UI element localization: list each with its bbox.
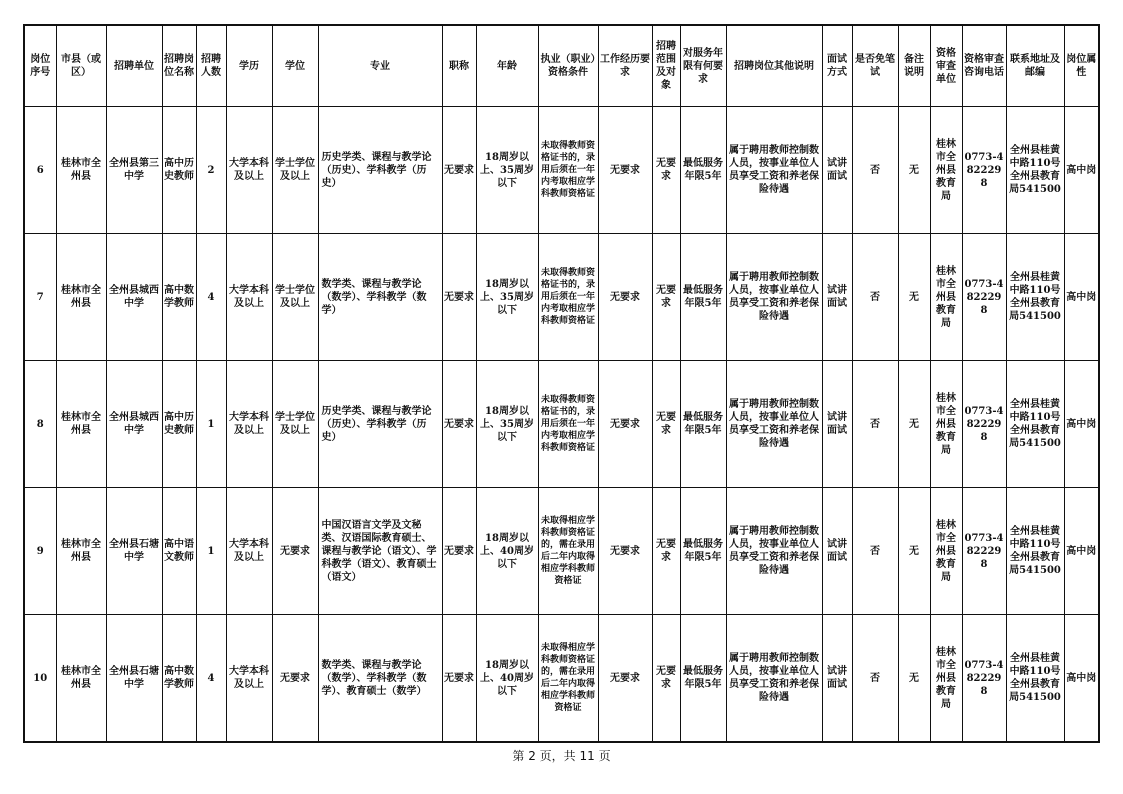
cell-written-exam-exempt: 否	[852, 107, 898, 234]
cell-headcount: 2	[196, 107, 226, 234]
column-header: 专业	[318, 25, 442, 107]
column-header: 学位	[272, 25, 318, 107]
cell-position-name: 高中历史教师	[162, 361, 196, 488]
cell-service-years: 最低服务年限5年	[680, 488, 726, 615]
cell-qualification: 未取得教师资格证书的，录用后须在一年内考取相应学科教师资格证	[538, 107, 598, 234]
cell-position-no: 10	[24, 615, 56, 743]
cell-headcount: 4	[196, 615, 226, 743]
cell-review-phone: 0773-4822298	[962, 488, 1006, 615]
cell-major: 历史学类、课程与教学论（历史）、学科教学（历史）	[318, 361, 442, 488]
cell-other-notes: 属于聘用教师控制数人员，按事业单位人员享受工资和养老保险待遇	[726, 488, 822, 615]
cell-contact-address: 全州县桂黄中路110号全州县教育局541500	[1006, 488, 1064, 615]
column-header: 市县（或区）	[56, 25, 106, 107]
cell-review-phone: 0773-4822298	[962, 615, 1006, 743]
cell-title: 无要求	[442, 361, 476, 488]
cell-remarks: 无	[898, 361, 930, 488]
cell-employer: 全州县石塘中学	[106, 488, 162, 615]
cell-review-unit: 桂林市全州县教育局	[930, 107, 962, 234]
cell-interview-method: 试讲面试	[822, 107, 852, 234]
cell-service-years: 最低服务年限5年	[680, 234, 726, 361]
cell-work-experience: 无要求	[598, 107, 652, 234]
cell-title: 无要求	[442, 615, 476, 743]
cell-degree: 无要求	[272, 615, 318, 743]
cell-city-county: 桂林市全州县	[56, 488, 106, 615]
cell-interview-method: 试讲面试	[822, 615, 852, 743]
cell-position-no: 9	[24, 488, 56, 615]
cell-employer: 全州县城西中学	[106, 361, 162, 488]
column-header: 联系地址及邮编	[1006, 25, 1064, 107]
cell-city-county: 桂林市全州县	[56, 615, 106, 743]
header-row	[24, 25, 1099, 107]
cell-review-unit: 桂林市全州县教育局	[930, 234, 962, 361]
cell-written-exam-exempt: 否	[852, 615, 898, 743]
table-row	[24, 615, 1099, 743]
cell-education: 大学本科及以上	[226, 615, 272, 743]
column-header: 资格审查单位	[930, 25, 962, 107]
cell-headcount: 1	[196, 361, 226, 488]
cell-work-experience: 无要求	[598, 234, 652, 361]
cell-review-unit: 桂林市全州县教育局	[930, 488, 962, 615]
column-header: 资格审查咨询电话	[962, 25, 1006, 107]
cell-work-experience: 无要求	[598, 488, 652, 615]
cell-work-experience: 无要求	[598, 361, 652, 488]
cell-interview-method: 试讲面试	[822, 234, 852, 361]
column-header: 岗位序号	[24, 25, 56, 107]
cell-qualification: 未取得相应学科教师资格证的，需在录用后二年内取得相应学科教师资格证	[538, 615, 598, 743]
cell-title: 无要求	[442, 488, 476, 615]
cell-major: 历史学类、课程与教学论（历史）、学科教学（历史）	[318, 107, 442, 234]
cell-qualification: 未取得教师资格证书的，录用后须在一年内考取相应学科教师资格证	[538, 234, 598, 361]
cell-work-experience: 无要求	[598, 615, 652, 743]
column-header: 执业（职业）资格条件	[538, 25, 598, 107]
cell-remarks: 无	[898, 488, 930, 615]
column-header: 学历	[226, 25, 272, 107]
cell-position-type: 高中岗	[1064, 234, 1099, 361]
cell-major: 数学类、课程与教学论（数学）、学科教学（数学）	[318, 234, 442, 361]
table-row	[24, 361, 1099, 488]
cell-education: 大学本科及以上	[226, 488, 272, 615]
cell-position-type: 高中岗	[1064, 488, 1099, 615]
column-header: 是否免笔试	[852, 25, 898, 107]
cell-other-notes: 属于聘用教师控制数人员，按事业单位人员享受工资和养老保险待遇	[726, 615, 822, 743]
cell-headcount: 4	[196, 234, 226, 361]
cell-education: 大学本科及以上	[226, 107, 272, 234]
cell-position-type: 高中岗	[1064, 107, 1099, 234]
column-header: 招聘单位	[106, 25, 162, 107]
cell-major: 中国汉语言文学及文秘类、汉语国际教育硕士、课程与教学论（语文）、学科教学（语文）、教育硕士（语文）	[318, 488, 442, 615]
cell-position-no: 7	[24, 234, 56, 361]
table-row	[24, 488, 1099, 615]
cell-contact-address: 全州县桂黄中路110号全州县教育局541500	[1006, 361, 1064, 488]
cell-review-phone: 0773-4822298	[962, 107, 1006, 234]
cell-scope: 无要求	[652, 615, 680, 743]
cell-degree: 无要求	[272, 488, 318, 615]
cell-interview-method: 试讲面试	[822, 361, 852, 488]
cell-position-name: 高中历史教师	[162, 107, 196, 234]
cell-scope: 无要求	[652, 234, 680, 361]
cell-service-years: 最低服务年限5年	[680, 361, 726, 488]
cell-scope: 无要求	[652, 107, 680, 234]
column-header: 招聘范围及对象	[652, 25, 680, 107]
cell-position-name: 高中语文教师	[162, 488, 196, 615]
cell-age: 18周岁以上、40周岁以下	[476, 488, 538, 615]
cell-written-exam-exempt: 否	[852, 488, 898, 615]
cell-major: 数学类、课程与教学论（数学）、学科教学（数学）、教育硕士（数学）	[318, 615, 442, 743]
cell-position-no: 6	[24, 107, 56, 234]
table-row	[24, 107, 1099, 234]
cell-position-type: 高中岗	[1064, 361, 1099, 488]
cell-age: 18周岁以上、35周岁以下	[476, 361, 538, 488]
cell-remarks: 无	[898, 107, 930, 234]
cell-contact-address: 全州县桂黄中路110号全州县教育局541500	[1006, 107, 1064, 234]
cell-city-county: 桂林市全州县	[56, 361, 106, 488]
cell-review-unit: 桂林市全州县教育局	[930, 361, 962, 488]
cell-degree: 学士学位及以上	[272, 234, 318, 361]
cell-city-county: 桂林市全州县	[56, 107, 106, 234]
cell-qualification: 未取得相应学科教师资格证的，需在录用后二年内取得相应学科教师资格证	[538, 488, 598, 615]
cell-review-phone: 0773-4822298	[962, 234, 1006, 361]
cell-headcount: 1	[196, 488, 226, 615]
cell-scope: 无要求	[652, 488, 680, 615]
cell-remarks: 无	[898, 615, 930, 743]
recruitment-table	[23, 24, 1100, 743]
cell-city-county: 桂林市全州县	[56, 234, 106, 361]
cell-service-years: 最低服务年限5年	[680, 615, 726, 743]
cell-employer: 全州县第三中学	[106, 107, 162, 234]
cell-review-phone: 0773-4822298	[962, 361, 1006, 488]
column-header: 招聘岗位其他说明	[726, 25, 822, 107]
column-header: 工作经历要求	[598, 25, 652, 107]
column-header: 招聘人数	[196, 25, 226, 107]
column-header: 岗位属性	[1064, 25, 1099, 107]
cell-written-exam-exempt: 否	[852, 361, 898, 488]
cell-contact-address: 全州县桂黄中路110号全州县教育局541500	[1006, 234, 1064, 361]
column-header: 职称	[442, 25, 476, 107]
cell-position-no: 8	[24, 361, 56, 488]
cell-age: 18周岁以上、35周岁以下	[476, 107, 538, 234]
cell-title: 无要求	[442, 107, 476, 234]
cell-other-notes: 属于聘用教师控制数人员，按事业单位人员享受工资和养老保险待遇	[726, 361, 822, 488]
cell-service-years: 最低服务年限5年	[680, 107, 726, 234]
cell-position-name: 高中数学教师	[162, 234, 196, 361]
cell-position-name: 高中数学教师	[162, 615, 196, 743]
cell-title: 无要求	[442, 234, 476, 361]
cell-other-notes: 属于聘用教师控制数人员，按事业单位人员享受工资和养老保险待遇	[726, 234, 822, 361]
cell-employer: 全州县城西中学	[106, 234, 162, 361]
cell-age: 18周岁以上、40周岁以下	[476, 615, 538, 743]
column-header: 备注说明	[898, 25, 930, 107]
cell-review-unit: 桂林市全州县教育局	[930, 615, 962, 743]
cell-written-exam-exempt: 否	[852, 234, 898, 361]
cell-education: 大学本科及以上	[226, 234, 272, 361]
column-header: 年龄	[476, 25, 538, 107]
cell-degree: 学士学位及以上	[272, 107, 318, 234]
column-header: 面试方式	[822, 25, 852, 107]
column-header: 招聘岗位名称	[162, 25, 196, 107]
cell-remarks: 无	[898, 234, 930, 361]
cell-contact-address: 全州县桂黄中路110号全州县教育局541500	[1006, 615, 1064, 743]
table-header	[24, 25, 1099, 107]
cell-other-notes: 属于聘用教师控制数人员，按事业单位人员享受工资和养老保险待遇	[726, 107, 822, 234]
table-row	[24, 234, 1099, 361]
page-number: 第 2 页，共 11 页	[512, 749, 611, 763]
cell-degree: 学士学位及以上	[272, 361, 318, 488]
cell-age: 18周岁以上、35周岁以下	[476, 234, 538, 361]
cell-interview-method: 试讲面试	[822, 488, 852, 615]
cell-education: 大学本科及以上	[226, 361, 272, 488]
table-body	[24, 107, 1099, 743]
cell-employer: 全州县石塘中学	[106, 615, 162, 743]
cell-scope: 无要求	[652, 361, 680, 488]
cell-position-type: 高中岗	[1064, 615, 1099, 743]
cell-qualification: 未取得教师资格证书的，录用后须在一年内考取相应学科教师资格证	[538, 361, 598, 488]
column-header: 对服务年限有何要求	[680, 25, 726, 107]
